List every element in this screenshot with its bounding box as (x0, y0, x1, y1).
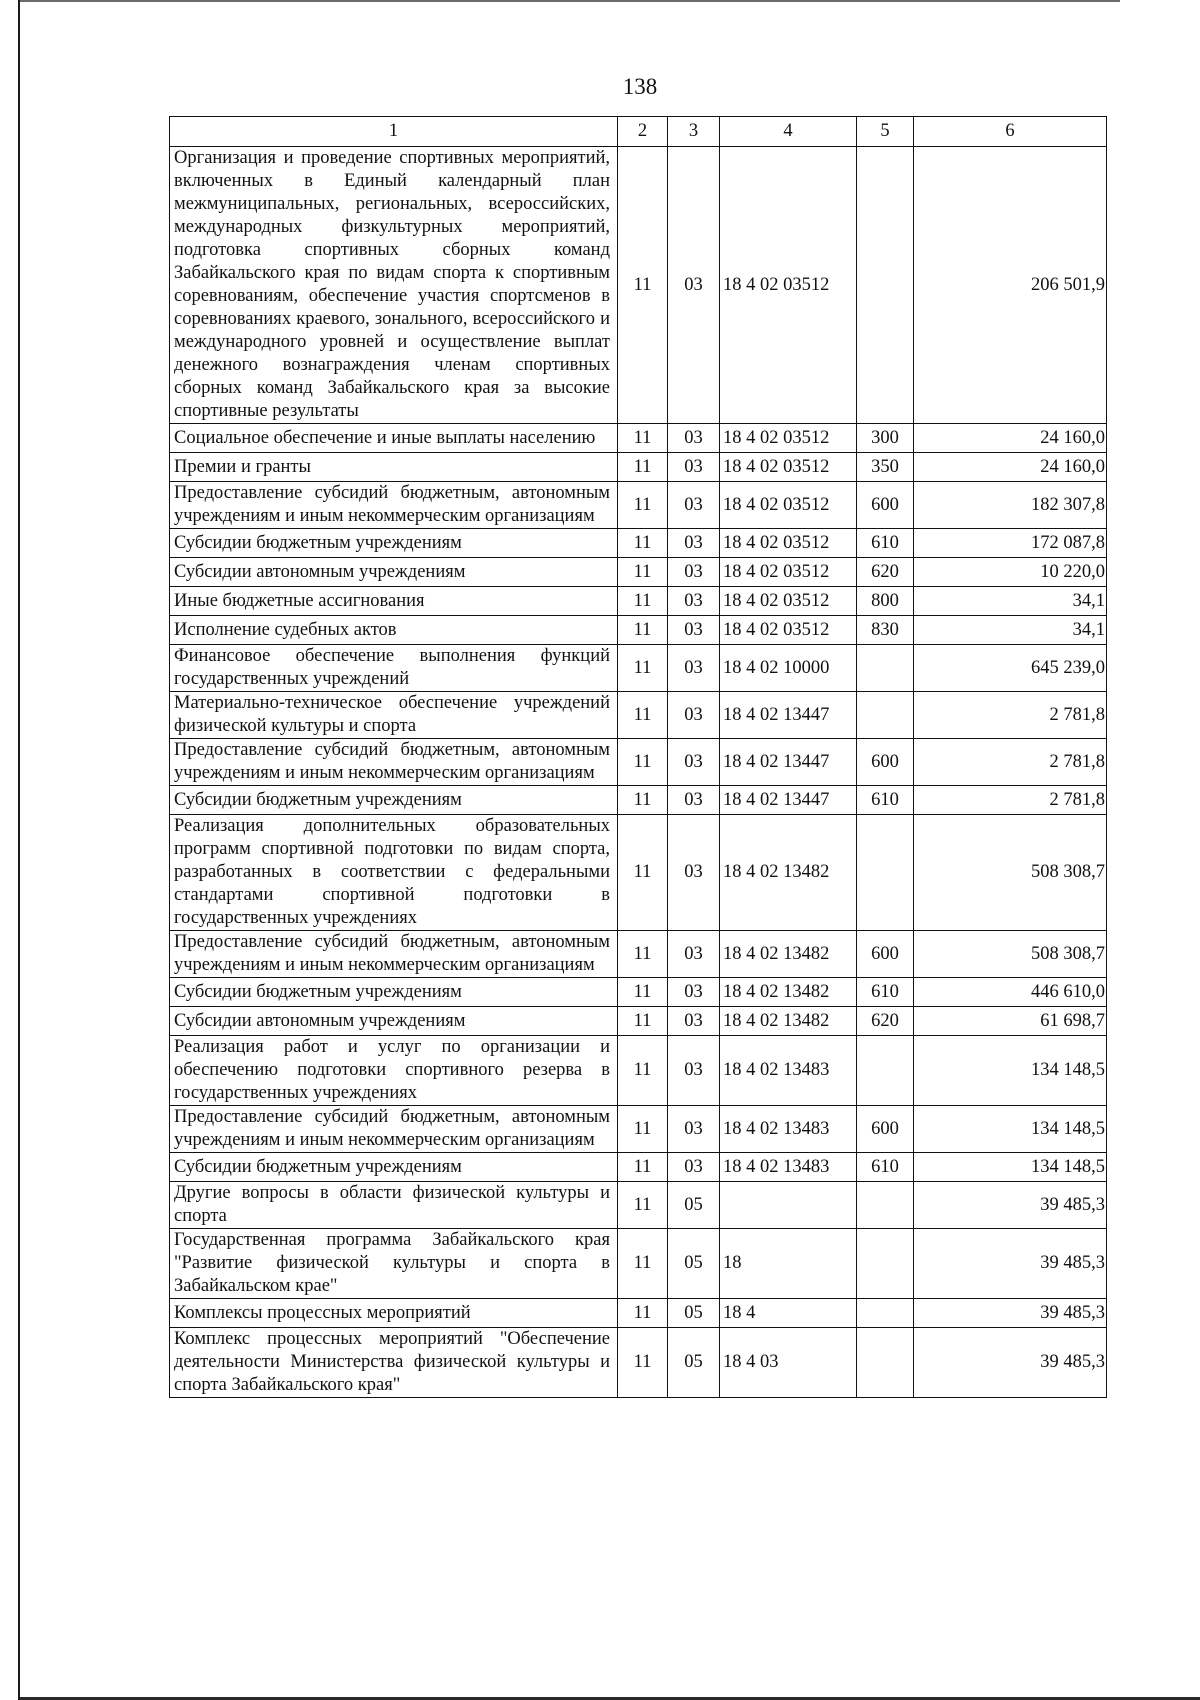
row-section: 11 (618, 1036, 668, 1106)
table-row (170, 692, 1107, 739)
row-name: Исполнение судебных актов (170, 616, 618, 645)
row-name: Комплекс процессных мероприятий "Обеспечение деятельности Министерства физической культуры и спорта Забайкальского края" (170, 1328, 618, 1398)
table-row (170, 1328, 1107, 1398)
table-row (170, 558, 1107, 587)
row-expense-group: 610 (857, 978, 914, 1007)
row-name: Субсидии бюджетным учреждениям (170, 1153, 618, 1182)
row-target-code (720, 1182, 857, 1229)
row-target-code: 18 4 02 03512 (720, 616, 857, 645)
table-row (170, 739, 1107, 786)
table-row (170, 1106, 1107, 1153)
row-section: 11 (618, 978, 668, 1007)
row-name: Реализация дополнительных образовательных программ спортивной подготовки по видам спорта, разработанных в соответствии с федеральными стандартами спортивной подготовки в государственных учреждениях (170, 815, 618, 931)
row-section: 11 (618, 1007, 668, 1036)
header-col-1: 1 (170, 117, 618, 147)
row-amount: 645 239,0 (914, 645, 1107, 692)
row-subsection: 03 (668, 616, 720, 645)
row-name: Премии и гранты (170, 453, 618, 482)
row-amount: 61 698,7 (914, 1007, 1107, 1036)
row-expense-group (857, 1328, 914, 1398)
row-target-code: 18 4 02 10000 (720, 645, 857, 692)
row-name: Организация и проведение спортивных мероприятий, включенных в Единый календарный план межмуниципальных, региональных, всероссийских, международных физкультурных мероприятий, подготовка спортивных сборных команд Забайкальского края по видам спорта к спортивным соревнованиям, обеспечение участия спортсменов в соревнованиях краевого, зонального, всероссийского и международного уровней и осуществление выплат денежного вознаграждения членам спортивных сборных команд Забайкальского края за высокие спортивные результаты (170, 147, 618, 424)
row-subsection: 05 (668, 1328, 720, 1398)
row-target-code: 18 4 02 03512 (720, 558, 857, 587)
row-amount: 24 160,0 (914, 424, 1107, 453)
row-expense-group (857, 1299, 914, 1328)
row-name: Реализация работ и услуг по организации и обеспечению подготовки спортивного резерва в государственных учреждениях (170, 1036, 618, 1106)
row-subsection: 03 (668, 931, 720, 978)
header-col-4: 4 (720, 117, 857, 147)
row-amount: 39 485,3 (914, 1299, 1107, 1328)
row-target-code: 18 4 02 13447 (720, 786, 857, 815)
row-expense-group: 620 (857, 1007, 914, 1036)
row-subsection: 03 (668, 1007, 720, 1036)
row-name: Субсидии бюджетным учреждениям (170, 978, 618, 1007)
row-subsection: 03 (668, 529, 720, 558)
row-name: Предоставление субсидий бюджетным, автономным учреждениям и иным некоммерческим организациям (170, 739, 618, 786)
row-amount: 24 160,0 (914, 453, 1107, 482)
table-row (170, 147, 1107, 424)
table-row (170, 978, 1107, 1007)
row-amount: 2 781,8 (914, 739, 1107, 786)
table-row (170, 645, 1107, 692)
table-row (170, 453, 1107, 482)
header-col-5: 5 (857, 117, 914, 147)
row-amount: 39 485,3 (914, 1328, 1107, 1398)
budget-table (169, 116, 1107, 1398)
row-target-code: 18 4 02 13483 (720, 1036, 857, 1106)
row-expense-group (857, 692, 914, 739)
row-section: 11 (618, 692, 668, 739)
scan-edge-left (18, 0, 20, 1700)
header-col-6: 6 (914, 117, 1107, 147)
row-amount: 2 781,8 (914, 786, 1107, 815)
table-row (170, 1153, 1107, 1182)
row-subsection: 05 (668, 1299, 720, 1328)
row-amount: 134 148,5 (914, 1036, 1107, 1106)
row-target-code: 18 4 02 13447 (720, 692, 857, 739)
row-expense-group (857, 1229, 914, 1299)
row-expense-group: 800 (857, 587, 914, 616)
row-name: Комплексы процессных мероприятий (170, 1299, 618, 1328)
row-name: Социальное обеспечение и иные выплаты населению (170, 424, 618, 453)
row-expense-group (857, 147, 914, 424)
row-target-code: 18 4 02 13483 (720, 1106, 857, 1153)
row-subsection: 03 (668, 1036, 720, 1106)
row-subsection: 03 (668, 147, 720, 424)
row-amount: 2 781,8 (914, 692, 1107, 739)
row-section: 11 (618, 482, 668, 529)
row-target-code: 18 4 02 13483 (720, 1153, 857, 1182)
table-row (170, 786, 1107, 815)
table-row (170, 1299, 1107, 1328)
row-name: Другие вопросы в области физической культуры и спорта (170, 1182, 618, 1229)
row-section: 11 (618, 786, 668, 815)
row-name: Финансовое обеспечение выполнения функций государственных учреждений (170, 645, 618, 692)
row-amount: 39 485,3 (914, 1229, 1107, 1299)
scan-edge-top (20, 0, 1120, 2)
row-amount: 172 087,8 (914, 529, 1107, 558)
row-section: 11 (618, 815, 668, 931)
row-target-code: 18 (720, 1229, 857, 1299)
row-target-code: 18 4 02 13482 (720, 815, 857, 931)
row-name: Субсидии автономным учреждениям (170, 558, 618, 587)
row-subsection: 05 (668, 1182, 720, 1229)
table-row (170, 529, 1107, 558)
row-target-code: 18 4 02 03512 (720, 147, 857, 424)
row-expense-group: 620 (857, 558, 914, 587)
page-number: 138 (622, 74, 658, 99)
row-target-code: 18 4 02 03512 (720, 424, 857, 453)
row-section: 11 (618, 529, 668, 558)
row-subsection: 03 (668, 453, 720, 482)
row-section: 11 (618, 1153, 668, 1182)
row-name: Субсидии бюджетным учреждениям (170, 529, 618, 558)
row-name: Государственная программа Забайкальского края "Развитие физической культуры и спорта в Забайкальском крае" (170, 1229, 618, 1299)
row-expense-group: 610 (857, 786, 914, 815)
header-row (170, 117, 1107, 147)
row-section: 11 (618, 1229, 668, 1299)
row-section: 11 (618, 645, 668, 692)
row-subsection: 03 (668, 1106, 720, 1153)
row-section: 11 (618, 616, 668, 645)
header-col-3: 3 (668, 117, 720, 147)
row-subsection: 03 (668, 1153, 720, 1182)
row-section: 11 (618, 1328, 668, 1398)
row-subsection: 03 (668, 786, 720, 815)
row-name: Материально-техническое обеспечение учреждений физической культуры и спорта (170, 692, 618, 739)
row-expense-group: 600 (857, 739, 914, 786)
row-target-code: 18 4 03 (720, 1328, 857, 1398)
row-target-code: 18 4 02 13482 (720, 978, 857, 1007)
row-name: Предоставление субсидий бюджетным, автономным учреждениям и иным некоммерческим организациям (170, 1106, 618, 1153)
row-target-code: 18 4 02 03512 (720, 482, 857, 529)
row-expense-group (857, 1182, 914, 1229)
row-name: Иные бюджетные ассигнования (170, 587, 618, 616)
row-section: 11 (618, 587, 668, 616)
row-expense-group (857, 645, 914, 692)
header-col-2: 2 (618, 117, 668, 147)
table-body (170, 147, 1107, 1398)
row-expense-group: 610 (857, 1153, 914, 1182)
row-section: 11 (618, 931, 668, 978)
table-row (170, 587, 1107, 616)
row-subsection: 03 (668, 587, 720, 616)
row-expense-group: 600 (857, 931, 914, 978)
table-row (170, 931, 1107, 978)
row-target-code: 18 4 02 13482 (720, 1007, 857, 1036)
row-name: Субсидии автономным учреждениям (170, 1007, 618, 1036)
table-row (170, 482, 1107, 529)
table-row (170, 1007, 1107, 1036)
row-expense-group: 830 (857, 616, 914, 645)
table-row (170, 1036, 1107, 1106)
row-amount: 10 220,0 (914, 558, 1107, 587)
row-name: Субсидии бюджетным учреждениям (170, 786, 618, 815)
row-target-code: 18 4 02 03512 (720, 453, 857, 482)
row-expense-group: 600 (857, 1106, 914, 1153)
row-target-code: 18 4 02 13482 (720, 931, 857, 978)
row-expense-group (857, 1036, 914, 1106)
row-amount: 134 148,5 (914, 1153, 1107, 1182)
table-row (170, 815, 1107, 931)
row-section: 11 (618, 558, 668, 587)
row-target-code: 18 4 02 13447 (720, 739, 857, 786)
table-row (170, 1182, 1107, 1229)
row-target-code: 18 4 02 03512 (720, 529, 857, 558)
row-target-code: 18 4 (720, 1299, 857, 1328)
row-amount: 508 308,7 (914, 815, 1107, 931)
row-amount: 206 501,9 (914, 147, 1107, 424)
row-section: 11 (618, 1106, 668, 1153)
row-subsection: 03 (668, 692, 720, 739)
table-row (170, 1229, 1107, 1299)
row-amount: 34,1 (914, 616, 1107, 645)
row-name: Предоставление субсидий бюджетным, автономным учреждениям и иным некоммерческим организациям (170, 482, 618, 529)
row-section: 11 (618, 1299, 668, 1328)
row-subsection: 03 (668, 815, 720, 931)
row-target-code: 18 4 02 03512 (720, 587, 857, 616)
row-expense-group (857, 815, 914, 931)
row-section: 11 (618, 424, 668, 453)
row-amount: 134 148,5 (914, 1106, 1107, 1153)
row-amount: 34,1 (914, 587, 1107, 616)
row-section: 11 (618, 1182, 668, 1229)
row-expense-group: 350 (857, 453, 914, 482)
row-amount: 39 485,3 (914, 1182, 1107, 1229)
row-expense-group: 600 (857, 482, 914, 529)
row-section: 11 (618, 147, 668, 424)
row-subsection: 03 (668, 424, 720, 453)
row-expense-group: 610 (857, 529, 914, 558)
row-section: 11 (618, 453, 668, 482)
row-amount: 182 307,8 (914, 482, 1107, 529)
row-subsection: 03 (668, 482, 720, 529)
table-row (170, 424, 1107, 453)
table-row (170, 616, 1107, 645)
row-subsection: 03 (668, 739, 720, 786)
row-subsection: 03 (668, 558, 720, 587)
row-expense-group: 300 (857, 424, 914, 453)
row-subsection: 03 (668, 978, 720, 1007)
row-subsection: 03 (668, 645, 720, 692)
row-section: 11 (618, 739, 668, 786)
row-subsection: 05 (668, 1229, 720, 1299)
row-amount: 446 610,0 (914, 978, 1107, 1007)
row-amount: 508 308,7 (914, 931, 1107, 978)
row-name: Предоставление субсидий бюджетным, автономным учреждениям и иным некоммерческим организациям (170, 931, 618, 978)
